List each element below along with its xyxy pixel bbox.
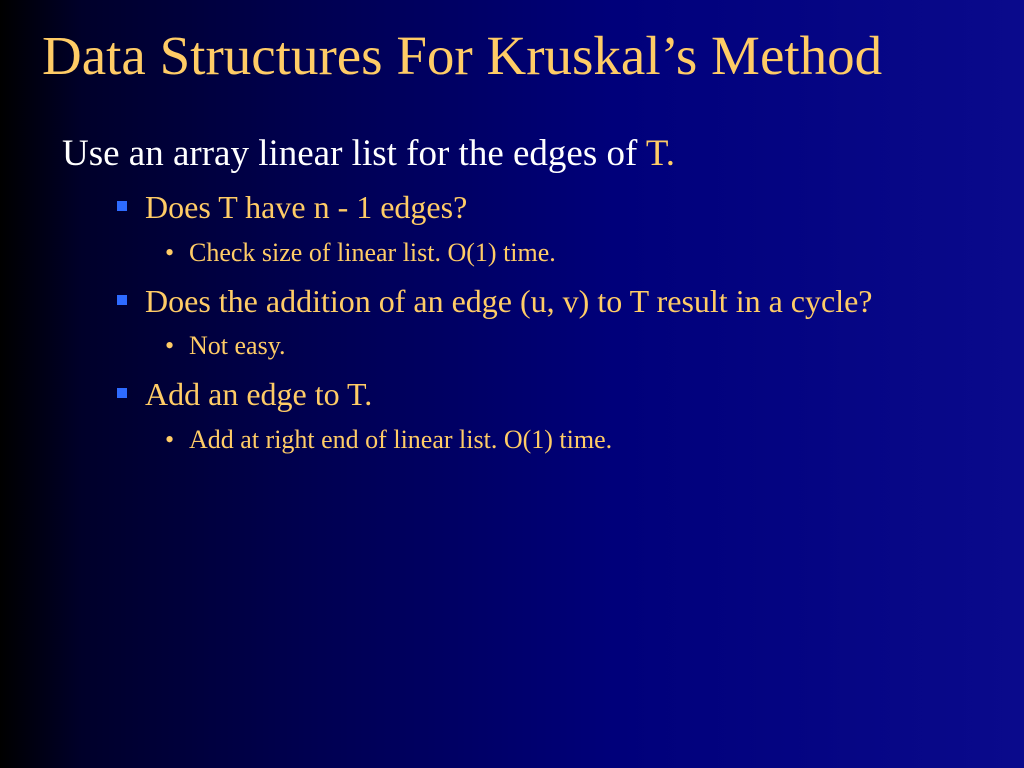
bullet-text: Add an edge to T. [145,376,373,413]
bullet-item [62,278,982,324]
dot-bullet-icon: • [165,424,175,454]
bullet-item [62,184,982,230]
sub-bullet-item [62,420,982,459]
sub-bullet-text: Add at right end of linear list. O(1) time. [189,424,613,454]
sub-bullet-text: Check size of linear list. O(1) time. [189,237,556,267]
sub-bullet-item [62,233,982,272]
intro-line [62,132,982,176]
intro-text: Use an array linear list for the edges of [62,133,646,174]
slide-content [62,132,982,465]
dot-bullet-icon: • [165,237,175,267]
square-bullet-icon [117,201,127,211]
bullet-text: Does T have n - 1 edges? [145,189,468,226]
intro-highlight: T. [645,133,676,174]
sub-bullet-item [62,326,982,365]
square-bullet-icon [117,388,127,398]
sub-bullet-text: Not easy. [189,331,286,361]
square-bullet-icon [117,295,127,305]
bullet-item [62,371,982,417]
slide-title: Data Structures For Kruskal’s Method [42,25,883,86]
bullet-text: Does the addition of an edge (u, v) to T result in a cycle? [145,282,873,319]
dot-bullet-icon: • [165,331,175,361]
